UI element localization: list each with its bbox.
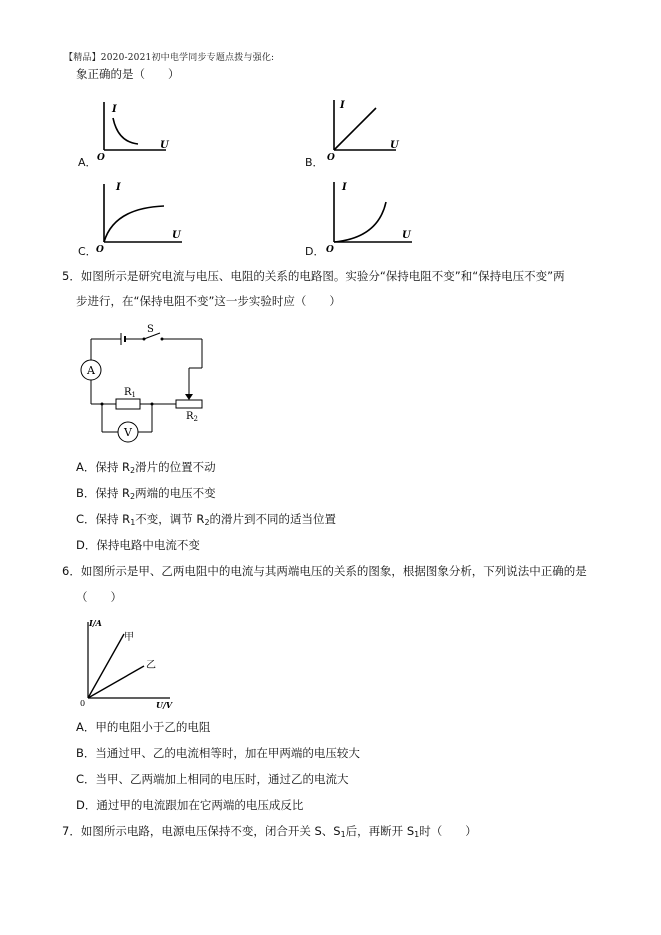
q6-stem-line2: （ ）	[76, 590, 122, 604]
q4-option-b-graph	[318, 92, 402, 164]
q4b-y-label: I	[340, 100, 345, 111]
q5-option-b[interactable]: B．保持 $R_2$两端的电压不变	[76, 486, 216, 501]
ammeter-label: A	[87, 364, 95, 377]
q6-origin: 0	[80, 699, 86, 708]
rheostat-r2	[176, 400, 202, 408]
q4c-curve	[104, 206, 164, 242]
q6-stem-line1: 6．如图所示是甲、乙两电阻中的电流与其两端电压的关系的图象，根据图象分析，下列说法中正确的是	[62, 564, 587, 578]
q5-option-c[interactable]: C．保持 $R_1$不变，调节 $R_2$的滑片到不同的适当位置	[76, 512, 337, 527]
r1-label: $R_1$	[124, 387, 136, 399]
q4a-origin: O	[97, 153, 105, 163]
q6-label-yi: 乙	[146, 660, 156, 671]
q4a-y-label: I	[112, 104, 117, 115]
q4c-origin: O	[96, 245, 104, 252]
resistor-r1	[116, 399, 140, 409]
q6-label-jia: 甲	[124, 632, 134, 643]
q4c-y-label: I	[116, 182, 121, 193]
q4-stem-tail: 象正确的是（ ）	[76, 67, 180, 81]
q6-option-c[interactable]: C．当甲、乙两端加上相同的电压时，通过乙的电流大	[76, 772, 349, 786]
q5-stem-line2: 步进行，在“保持电阻不变”这一步实验时应（ ）	[76, 294, 341, 308]
q4b-line	[334, 108, 376, 150]
r2-label: $R_2$	[186, 411, 198, 423]
q7-stem: 7．如图所示电路，电源电压保持不变，闭合开关 S、$S_1$后，再断开 $S_1$时（ ）	[62, 824, 477, 839]
q4d-origin: O	[326, 245, 334, 252]
q5-stem-line1: 5．如图所示是研究电流与电压、电阻的关系的电路图。实验分“保持电阻不变”和“保持电压不变”两	[62, 269, 565, 283]
q4-option-d-graph	[318, 176, 418, 252]
q4-option-c-label[interactable]: C．	[78, 245, 97, 258]
page-header: 【精品】2020-2021初中电学同步专题点拨与强化:	[64, 53, 275, 63]
q5-option-d[interactable]: D．保持电路中电流不变	[76, 538, 200, 552]
q6-option-b[interactable]: B．当通过甲、乙的电流相等时，加在甲两端的电压较大	[76, 746, 360, 760]
q5-option-a[interactable]: A．保持 $R_2$滑片的位置不动	[76, 460, 216, 475]
q4c-x-label: U	[172, 230, 181, 241]
voltmeter-label: V	[124, 426, 132, 439]
q6-option-a[interactable]: A．甲的电阻小于乙的电阻	[76, 720, 211, 734]
q4a-curve	[113, 118, 138, 144]
q6-iu-graph	[78, 614, 178, 712]
q4-option-a-label[interactable]: A．	[78, 156, 97, 169]
q4b-x-label: U	[390, 140, 399, 151]
q6-y-label: I/A	[89, 618, 102, 628]
q4d-x-label: U	[402, 230, 411, 241]
q4b-origin: O	[327, 153, 335, 163]
q6-option-d[interactable]: D．通过甲的电流跟加在它两端的电压成反比	[76, 798, 304, 812]
q4d-curve	[334, 202, 386, 242]
q6-x-label: U/V	[156, 700, 173, 710]
slider-arrow	[185, 394, 193, 400]
q4-option-c-graph	[88, 176, 188, 252]
switch-label: S	[147, 324, 154, 335]
q4d-y-label: I	[342, 182, 347, 193]
q4-option-d-label[interactable]: D．	[305, 245, 325, 258]
q4-option-b-label[interactable]: B．	[305, 156, 324, 169]
q4a-x-label: U	[160, 140, 169, 151]
q5-circuit-diagram	[76, 320, 216, 444]
q4-option-a-graph	[88, 92, 172, 164]
